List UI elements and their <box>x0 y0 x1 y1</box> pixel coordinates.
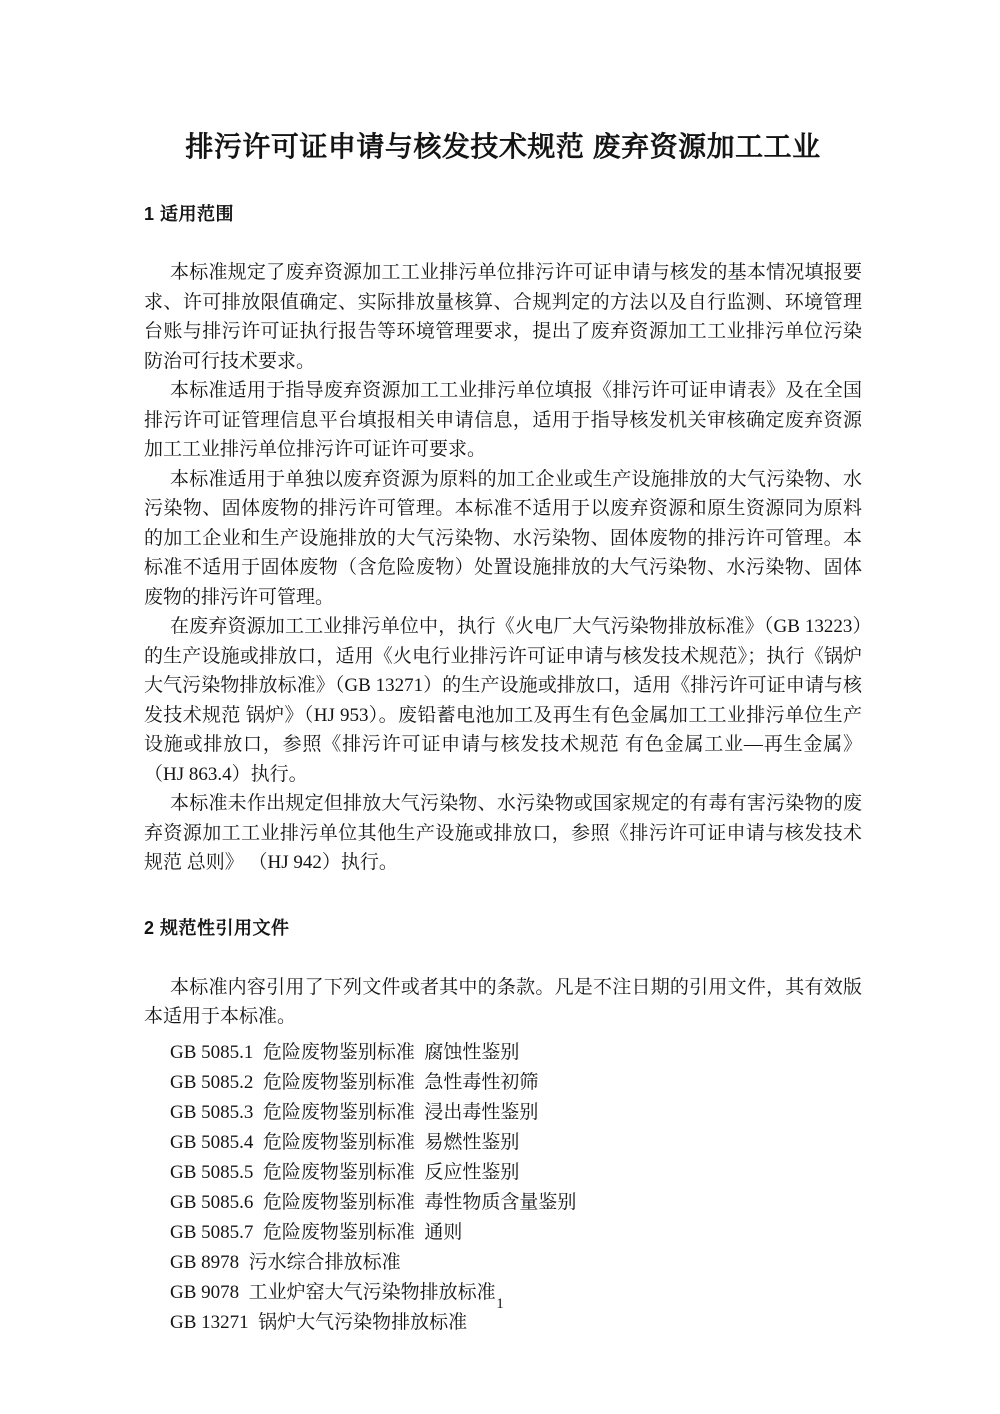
reference-item: GB 5085.6 危险废物鉴别标准 毒性物质含量鉴别 <box>170 1191 577 1213</box>
page-number: 1 <box>496 1296 504 1312</box>
reference-item: GB 5085.3 危险废物鉴别标准 浸出毒性鉴别 <box>170 1101 539 1123</box>
reference-item: GB 13271 锅炉大气污染物排放标准 <box>170 1311 468 1333</box>
section-scope-heading: 1 适用范围 <box>144 204 235 224</box>
reference-item: GB 5085.4 危险废物鉴别标准 易燃性鉴别 <box>170 1131 520 1153</box>
document-title: 排污许可证申请与核发技术规范 废弃资源加工工业 <box>185 131 821 162</box>
scope-paragraph-5: 本标准未作出规定但排放大气污染物、水污染物或国家规定的有毒有害污染物的废弃资源加工工业排污单位其他生产设施或排放口，参照《排污许可证申请与核发技术规范 总则》 （HJ 942）执行。 <box>144 793 862 873</box>
section-references <box>144 916 862 1338</box>
reference-item: GB 5085.2 危险废物鉴别标准 急性毒性初筛 <box>170 1071 539 1093</box>
reference-item: GB 8978 污水综合排放标准 <box>170 1251 401 1273</box>
references-intro: 本标准内容引用了下列文件或者其中的条款。凡是不注日期的引用文件，其有效版本适用于本标准。 <box>144 976 862 1027</box>
reference-item: GB 5085.7 危险废物鉴别标准 通则 <box>170 1221 463 1243</box>
reference-list <box>144 1038 862 1338</box>
reference-item: GB 5085.1 危险废物鉴别标准 腐蚀性鉴别 <box>170 1041 520 1063</box>
scope-paragraph-3: 本标准适用于单独以废弃资源为原料的加工企业或生产设施排放的大气污染物、水污染物、固体废物的排污许可管理。本标准不适用于以废弃资源和原生资源同为原料的加工企业和生产设施排放的大气污染物、水污染物、固体废物的排污许可管理。本标准不适用于固体废物（含危险废物）处置设施排放的大气污染物、水污染物、固体废物的排污许可管理。 <box>144 468 862 608</box>
section-scope <box>144 202 867 878</box>
reference-item: GB 5085.5 危险废物鉴别标准 反应性鉴别 <box>170 1161 520 1183</box>
scope-paragraph-1: 本标准规定了废弃资源加工工业排污单位排污许可证申请与核发的基本情况填报要求、许可排放限值确定、实际排放量核算、合规判定的方法以及自行监测、环境管理台账与排污许可证执行报告等环境管理要求，提出了废弃资源加工工业排污单位污染防治可行技术要求。 <box>144 262 862 372</box>
scope-paragraph-4: 在废弃资源加工工业排污单位中，执行《火电厂大气污染物排放标准》（GB 13223）的生产设施或排放口，适用《火电行业排污许可证申请与核发技术规范》；执行《锅炉大气污染物排放标准》（GB 13271）的生产设施或排放口，适用《排污许可证申请与核发技术规范 锅炉》（HJ 953）。废铅蓄电池加工及再生有色金属加工工业排污单位生产设施或排放口，参照《排污许可证申请与核发技术规范 有色金属工业—再生金属》 （HJ 863.4）执行。 <box>144 616 867 785</box>
section-references-heading: 2 规范性引用文件 <box>144 917 290 938</box>
scope-paragraph-2: 本标准适用于指导废弃资源加工工业排污单位填报《排污许可证申请表》及在全国排污许可证管理信息平台填报相关申请信息，适用于指导核发机关审核确定废弃资源加工工业排污单位排污许可证许可要求。 <box>144 380 862 460</box>
reference-item: GB 9078 工业炉窑大气污染物排放标准 <box>170 1281 496 1303</box>
